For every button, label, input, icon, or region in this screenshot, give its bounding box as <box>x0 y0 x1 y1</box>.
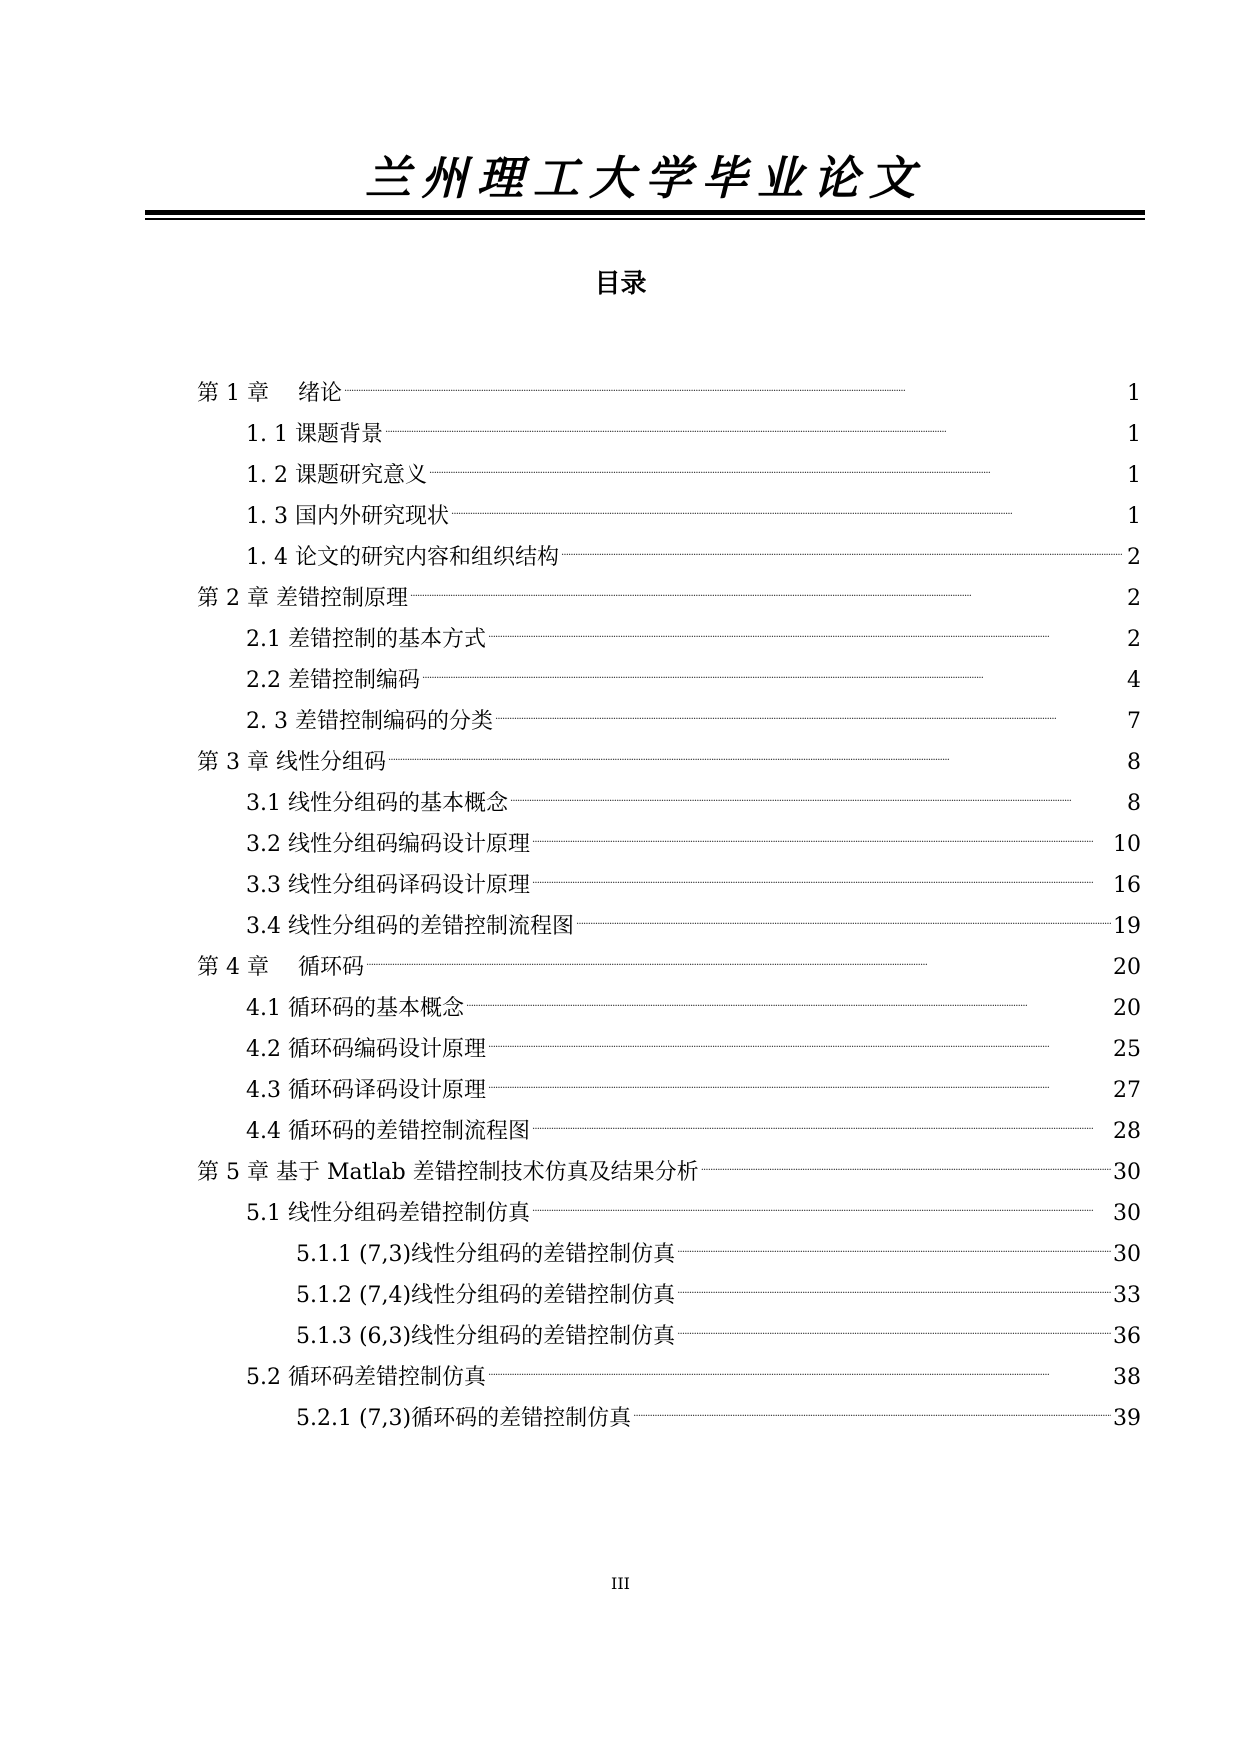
toc-dot-leader <box>532 1102 1111 1138</box>
toc-dot-leader <box>701 1143 1111 1179</box>
toc-entry[interactable] <box>246 856 1141 898</box>
toc-dot-leader <box>466 979 1111 1015</box>
toc-dot-leader <box>677 1225 1111 1261</box>
toc-entry-title: 1. 3 国内外研究现状 <box>246 504 449 529</box>
toc-dot-leader <box>495 692 1125 728</box>
toc-entry-title: 3.2 线性分组码编码设计原理 <box>246 832 530 857</box>
toc-entry-page-number: 10 <box>1113 832 1141 857</box>
toc-entry-page-number: 25 <box>1113 1037 1141 1062</box>
toc-heading: 目录 <box>594 269 647 299</box>
toc-entry-title: 1. 1 课题背景 <box>246 422 383 447</box>
toc-dot-leader <box>388 733 1125 769</box>
toc-entry-title: 第 3 章 线性分组码 <box>197 750 386 775</box>
toc-entry[interactable] <box>246 815 1141 857</box>
header-rule-thick <box>145 210 1145 215</box>
toc-entry-page-number: 2 <box>1127 627 1141 652</box>
toc-entry[interactable] <box>197 733 1141 775</box>
toc-dot-leader <box>532 1184 1111 1220</box>
toc-dot-leader <box>488 1348 1111 1384</box>
toc-entry[interactable] <box>197 1143 1141 1185</box>
toc-entry-page-number: 8 <box>1127 750 1141 775</box>
toc-entry-title: 4.4 循环码的差错控制流程图 <box>246 1119 530 1144</box>
toc-entry-title: 2.2 差错控制编码 <box>246 668 420 693</box>
toc-entry[interactable] <box>246 446 1141 488</box>
toc-entry[interactable] <box>197 569 1141 611</box>
toc-dot-leader <box>488 610 1125 646</box>
toc-entry-title: 1. 4 论文的研究内容和组织结构 <box>246 545 559 570</box>
toc-entry-page-number: 1 <box>1127 463 1141 488</box>
toc-entry-title: 第 2 章 差错控制原理 <box>197 586 408 611</box>
toc-entry[interactable] <box>246 528 1141 570</box>
toc-dot-leader <box>561 528 1125 564</box>
toc-entry-page-number: 30 <box>1113 1160 1141 1185</box>
toc-entry-page-number: 16 <box>1113 873 1141 898</box>
toc-entry-title: 第 1 章 绪论 <box>197 381 342 406</box>
toc-entry[interactable] <box>246 774 1141 816</box>
toc-entry[interactable] <box>246 651 1141 693</box>
toc-dot-leader <box>488 1020 1111 1056</box>
toc-entry-title: 3.3 线性分组码译码设计原理 <box>246 873 530 898</box>
toc-entry[interactable] <box>296 1266 1141 1308</box>
toc-dot-leader <box>488 1061 1111 1097</box>
toc-entry-page-number: 27 <box>1113 1078 1141 1103</box>
toc-dot-leader <box>532 856 1111 892</box>
toc-dot-leader <box>633 1389 1111 1425</box>
header-rule-thin <box>145 218 1145 220</box>
toc-entry-page-number: 39 <box>1113 1406 1141 1431</box>
toc-entry-page-number: 36 <box>1113 1324 1141 1349</box>
toc-dot-leader <box>677 1307 1111 1343</box>
toc-entry-title: 5.1.3 (6,3)线性分组码的差错控制仿真 <box>296 1324 676 1349</box>
toc-entry[interactable] <box>296 1225 1141 1267</box>
toc-entry[interactable] <box>296 1307 1141 1349</box>
toc-dot-leader <box>366 938 1111 974</box>
toc-entry-title: 4.1 循环码的基本概念 <box>246 996 464 1021</box>
toc-entry-page-number: 1 <box>1127 422 1141 447</box>
toc-entry-title: 5.2 循环码差错控制仿真 <box>246 1365 486 1390</box>
toc-entry-page-number: 2 <box>1127 586 1141 611</box>
toc-entry[interactable] <box>246 897 1141 939</box>
toc-entry-title: 5.1 线性分组码差错控制仿真 <box>246 1201 530 1226</box>
toc-dot-leader <box>385 405 1125 441</box>
toc-entry[interactable] <box>197 938 1141 980</box>
toc-entry-title: 5.1.2 (7,4)线性分组码的差错控制仿真 <box>296 1283 676 1308</box>
toc-dot-leader <box>576 897 1111 933</box>
toc-entry[interactable] <box>246 1061 1141 1103</box>
toc-entry[interactable] <box>246 487 1141 529</box>
toc-entry-page-number: 2 <box>1127 545 1141 570</box>
toc-dot-leader <box>451 487 1125 523</box>
toc-entry-title: 2. 3 差错控制编码的分类 <box>246 709 493 734</box>
toc-entry-page-number: 7 <box>1127 709 1141 734</box>
toc-entry-page-number: 38 <box>1113 1365 1141 1390</box>
toc-entry-page-number: 1 <box>1127 381 1141 406</box>
toc-entry-page-number: 1 <box>1127 504 1141 529</box>
toc-entry[interactable] <box>296 1389 1141 1431</box>
toc-entry-title: 3.4 线性分组码的差错控制流程图 <box>246 914 574 939</box>
toc-dot-leader <box>410 569 1125 605</box>
toc-entry-page-number: 28 <box>1113 1119 1141 1144</box>
toc-entry-title: 3.1 线性分组码的基本概念 <box>246 791 508 816</box>
toc-dot-leader <box>422 651 1125 687</box>
toc-entry[interactable] <box>246 979 1141 1021</box>
toc-entry-title: 1. 2 课题研究意义 <box>246 463 427 488</box>
toc-entry-page-number: 19 <box>1113 914 1141 939</box>
toc-entry-title: 4.2 循环码编码设计原理 <box>246 1037 486 1062</box>
toc-entry-title: 第 5 章 基于 Matlab 差错控制技术仿真及结果分析 <box>197 1160 699 1185</box>
toc-entry[interactable] <box>246 1348 1141 1390</box>
toc-entry-title: 2.1 差错控制的基本方式 <box>246 627 486 652</box>
toc-entry[interactable] <box>246 405 1141 447</box>
toc-entry-page-number: 8 <box>1127 791 1141 816</box>
toc-dot-leader <box>344 364 1125 400</box>
toc-entry-page-number: 30 <box>1113 1201 1141 1226</box>
toc-dot-leader <box>677 1266 1111 1302</box>
toc-entry-page-number: 20 <box>1113 996 1141 1021</box>
toc-entry[interactable] <box>246 1020 1141 1062</box>
toc-entry[interactable] <box>197 364 1141 406</box>
toc-entry-title: 5.2.1 (7,3)循环码的差错控制仿真 <box>296 1406 632 1431</box>
toc-entry[interactable] <box>246 692 1141 734</box>
toc-entry-title: 第 4 章 循环码 <box>197 955 364 980</box>
toc-dot-leader <box>510 774 1125 810</box>
toc-entry[interactable] <box>246 610 1141 652</box>
page-number: III <box>611 1574 630 1593</box>
toc-entry-title: 4.3 循环码译码设计原理 <box>246 1078 486 1103</box>
toc-entry-page-number: 20 <box>1113 955 1141 980</box>
toc-dot-leader <box>429 446 1125 482</box>
toc-entry-page-number: 4 <box>1127 668 1141 693</box>
toc-entry-page-number: 30 <box>1113 1242 1141 1267</box>
thesis-header-title: 兰州理工大学毕业论文 <box>365 151 925 205</box>
toc-entry-page-number: 33 <box>1113 1283 1141 1308</box>
toc-dot-leader <box>532 815 1111 851</box>
toc-entry-title: 5.1.1 (7,3)线性分组码的差错控制仿真 <box>296 1242 676 1267</box>
toc-entry[interactable] <box>246 1102 1141 1144</box>
toc-entry[interactable] <box>246 1184 1141 1226</box>
